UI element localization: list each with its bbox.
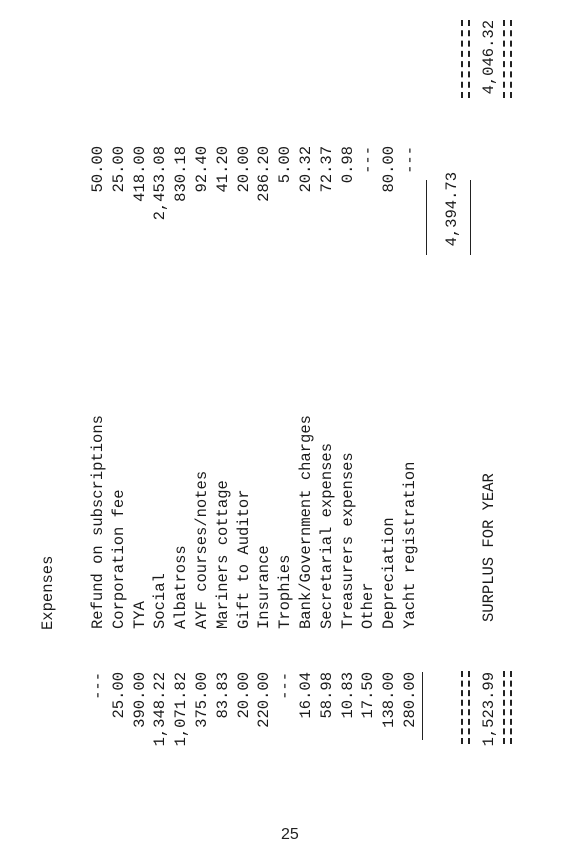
row-current-amount: 92.40 xyxy=(193,146,211,193)
row-current-amount: 72.37 xyxy=(317,146,336,193)
row-prior-amount: 58.98 xyxy=(317,672,336,719)
prior-total-double-rule-top xyxy=(461,671,470,744)
row-current-amount: 41.20 xyxy=(213,146,232,193)
row-prior-amount: --- xyxy=(89,672,107,700)
row-label: AYF courses/notes xyxy=(193,470,211,629)
row-current-amount: 830.18 xyxy=(172,146,191,202)
current-subtotal-rule-bottom xyxy=(470,180,471,255)
row-current-amount: 20.32 xyxy=(297,146,315,193)
row-label: Gift to Auditor xyxy=(234,489,253,629)
row-prior-amount: 220.00 xyxy=(255,672,274,728)
row-current-amount: 25.00 xyxy=(109,146,128,193)
row-prior-amount: --- xyxy=(276,672,295,700)
row-current-amount: 286.20 xyxy=(255,146,274,202)
row-current-amount: 80.00 xyxy=(380,146,399,193)
surplus-label: SURPLUS FOR YEAR xyxy=(480,473,498,622)
surplus-value: 4,046.32 xyxy=(480,20,498,95)
row-label: Other xyxy=(359,582,378,629)
row-label: Treasurers expenses xyxy=(338,452,357,629)
row-label: Secretarial expenses xyxy=(317,442,336,629)
row-current-amount: 2,453.08 xyxy=(151,146,170,221)
surplus-double-rule-bottom xyxy=(503,20,512,98)
row-label: Depreciation xyxy=(380,517,399,629)
row-prior-amount: 390.00 xyxy=(130,672,149,728)
row-prior-amount: 138.00 xyxy=(380,672,399,728)
prior-total-double-rule-bottom xyxy=(503,671,512,744)
row-prior-amount: 375.00 xyxy=(193,672,211,728)
current-total: 4,394.73 xyxy=(443,172,461,247)
expenses-heading: Expenses xyxy=(39,555,57,630)
row-prior-amount: 20.00 xyxy=(234,672,253,719)
row-label: Corporation fee xyxy=(109,489,128,629)
page-number: 25 xyxy=(281,826,299,843)
row-prior-amount: 1,348.22 xyxy=(151,672,170,747)
current-subtotal-rule-top xyxy=(426,180,427,255)
row-current-amount: 0.98 xyxy=(338,146,357,184)
prior-total: 1,523.99 xyxy=(480,672,498,747)
row-prior-amount: 280.00 xyxy=(401,672,419,728)
row-prior-amount: 83.83 xyxy=(213,672,232,719)
row-current-amount: --- xyxy=(401,146,419,174)
row-label: Bank/Government charges xyxy=(297,415,315,629)
row-current-amount: 5.00 xyxy=(276,146,295,184)
row-label: Yacht registration xyxy=(401,461,419,629)
row-current-amount: 50.00 xyxy=(89,146,107,193)
row-label: Insurance xyxy=(255,545,274,629)
row-prior-amount: 25.00 xyxy=(109,672,128,719)
prior-subtotal-rule xyxy=(422,672,423,740)
row-current-amount: 418.00 xyxy=(130,146,149,202)
row-label: Albatross xyxy=(172,545,191,629)
row-label: Refund on subscriptions xyxy=(89,415,107,629)
row-label: Social xyxy=(151,573,170,629)
row-prior-amount: 1,071.82 xyxy=(172,672,191,747)
row-label: TYA xyxy=(130,601,149,629)
surplus-double-rule-top xyxy=(461,20,470,98)
row-prior-amount: 10.83 xyxy=(338,672,357,719)
row-current-amount: --- xyxy=(359,146,378,174)
row-label: Mariners cottage xyxy=(213,480,232,629)
row-label: Trophies xyxy=(276,554,295,629)
row-prior-amount: 17.50 xyxy=(359,672,378,719)
row-prior-amount: 16.04 xyxy=(297,672,315,719)
row-current-amount: 20.00 xyxy=(234,146,253,193)
